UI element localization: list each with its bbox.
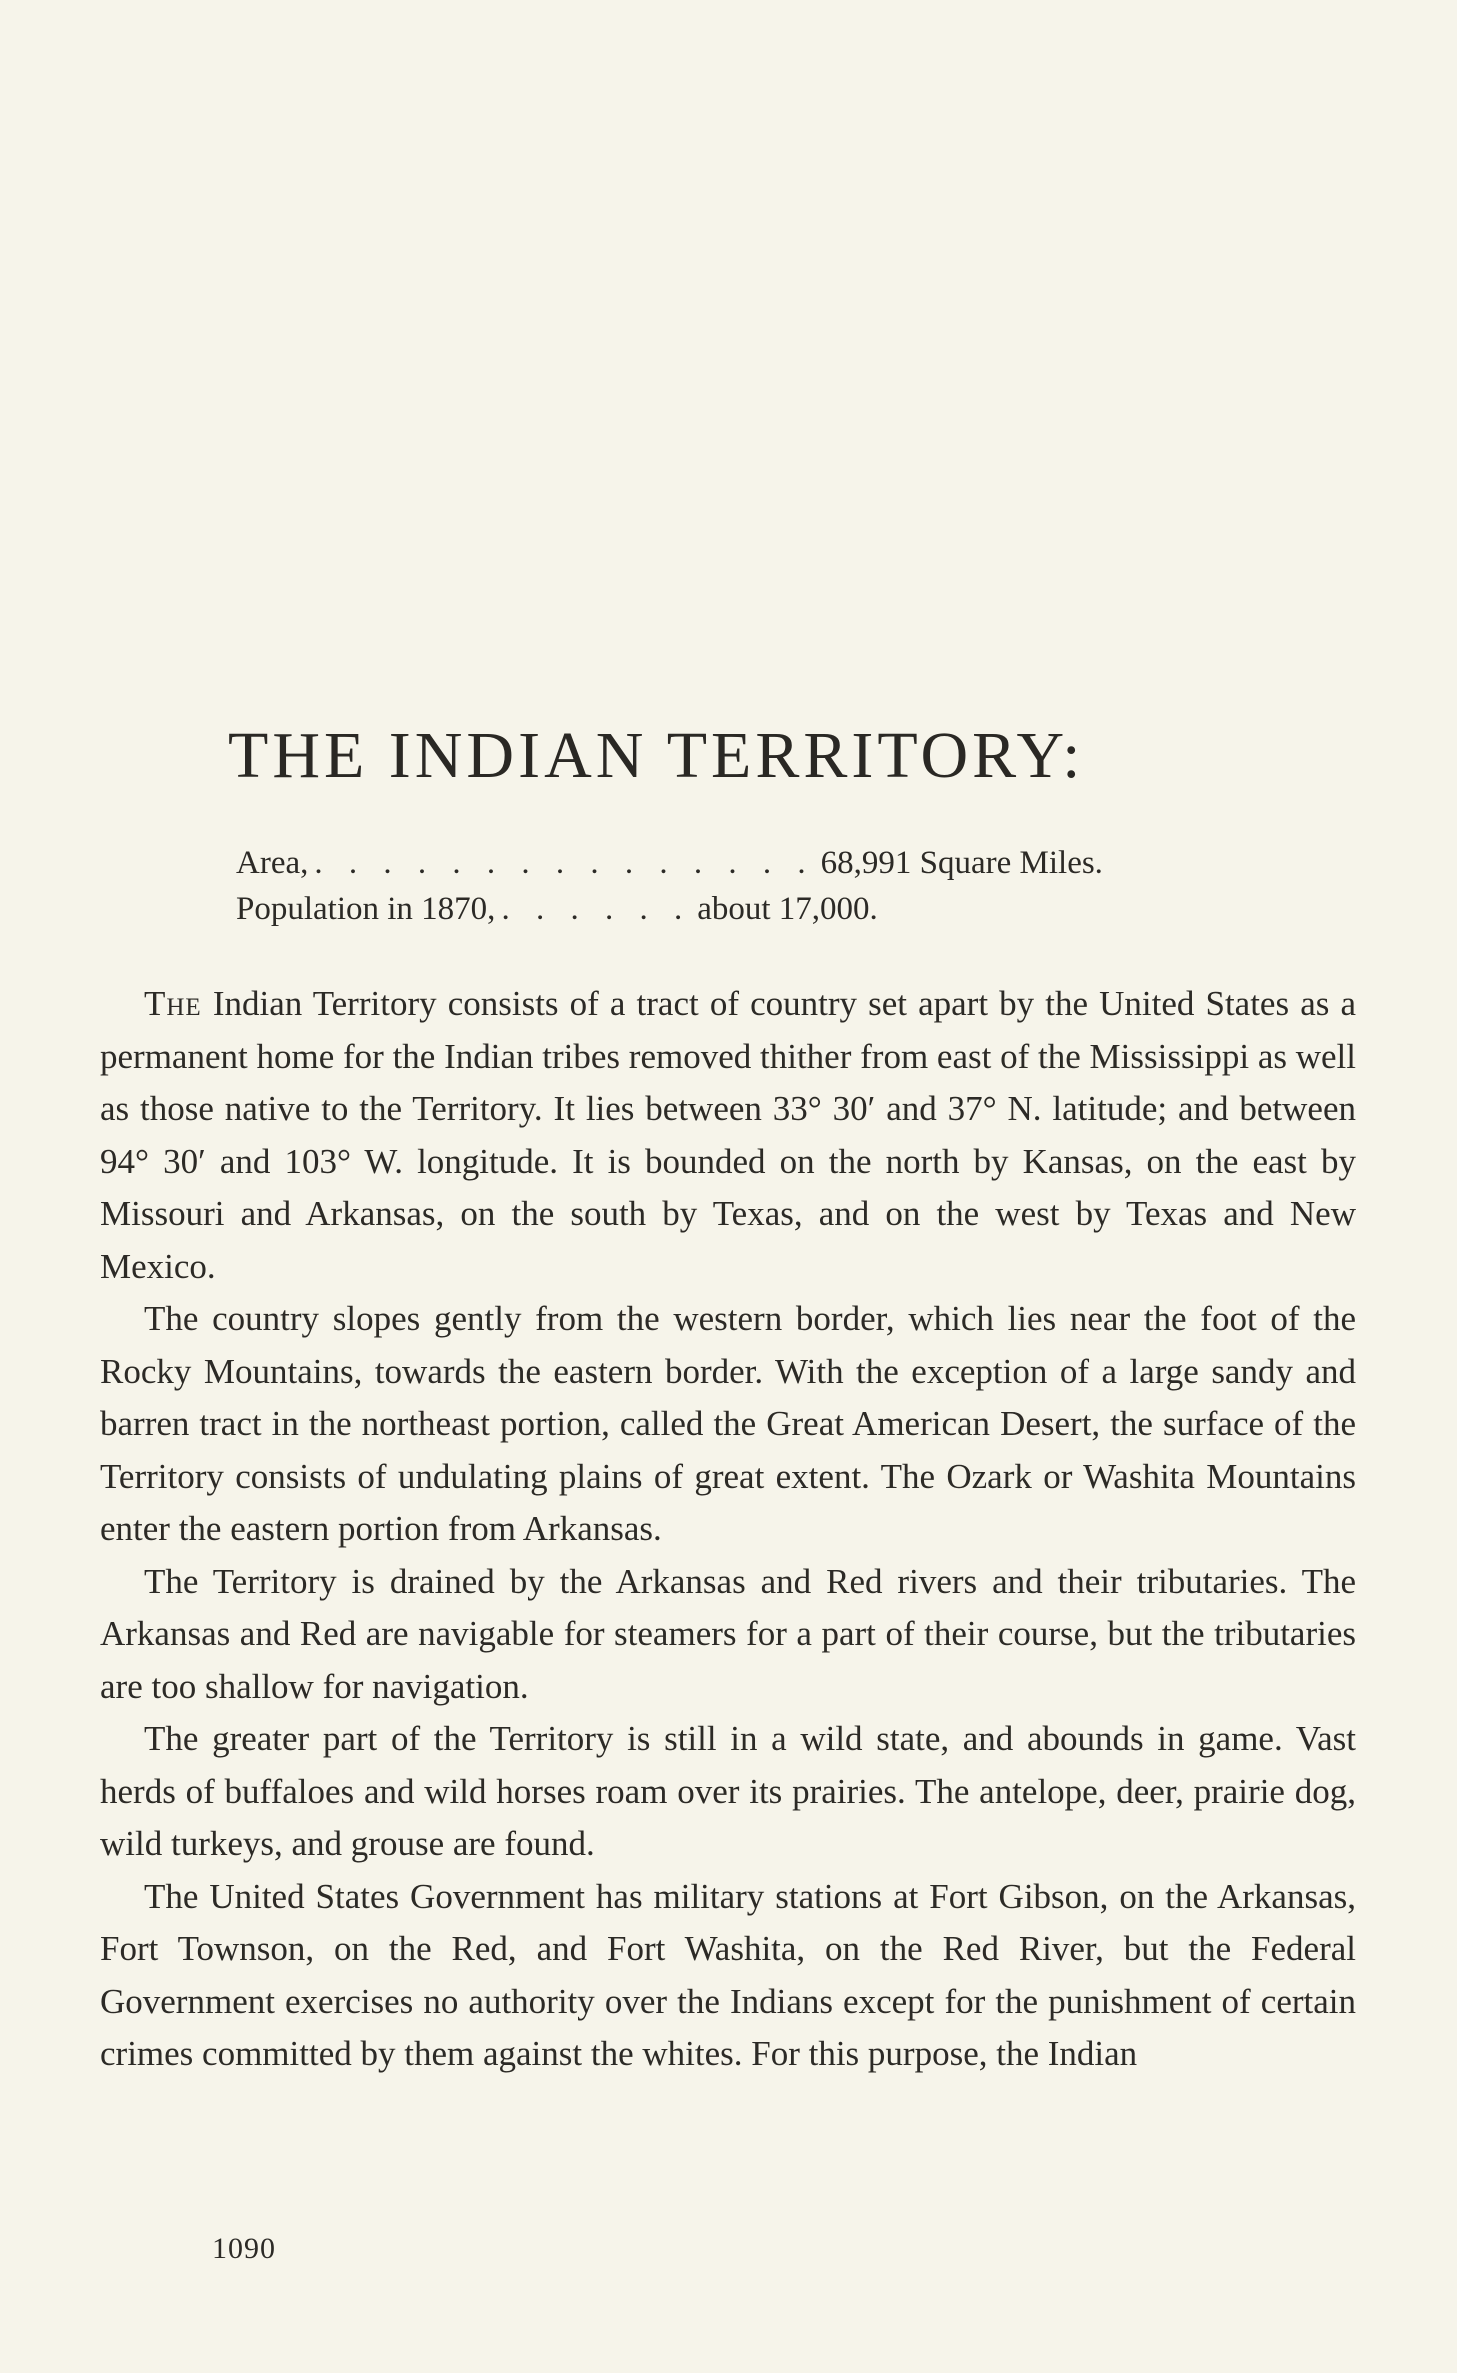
- paragraph-text: The Territory is drained by the Arkansas and Red rivers and their tributaries. The Arkansas and Red are navigable for steamers for a part of their course, but the tributaries are too shallow for navigation.: [100, 1561, 1356, 1706]
- statistics-block: [236, 840, 1296, 932]
- page-number: 1090: [212, 2232, 276, 2265]
- stat-row-area: [236, 840, 1296, 886]
- stat-leader-dots: . . . . . .: [501, 891, 692, 927]
- stat-row-population: [236, 886, 1296, 932]
- stat-leader-dots: . . . . . . . . . . . . . . .: [314, 845, 815, 881]
- paragraph-text: The country slopes gently from the western border, which lies near the foot of the Rocky Mountains, towards the eastern border. With the exception of a large sandy and barren tract in the northeast portion, called the Great American Desert, the surface of the Territory consists of undulating plains of great extent. The Ozark or Washita Mountains enter the eastern portion from Arkansas.: [100, 1299, 1356, 1548]
- stat-value: about 17,000.: [697, 891, 878, 927]
- paragraph: [100, 1556, 1356, 1714]
- paragraph-text: Indian Territory consists of a tract of country set apart by the United States as a permanent home for the Indian tribes removed thither from east of the Mississippi as well as those native to the Territory. It lies between 33° 30′ and 37° N. latitude; and between 94° 30′ and 103° W. longitude. It is bounded on the north by Kansas, on the east by Missouri and Arkansas, on the south by Texas, and on the west by Texas and New Mexico.: [100, 984, 1356, 1286]
- paragraph: [100, 978, 1356, 1293]
- lead-word: The: [144, 984, 202, 1023]
- paragraph-text: The United States Government has military stations at Fort Gibson, on the Arkansas, Fort Townson, on the Red, and Fort Washita, on the Red River, but the Federal Government exercises no authority over the Indians except for the punishment of certain crimes committed by them against the whites. For this purpose, the Indian: [100, 1876, 1356, 2073]
- paragraph: [100, 1871, 1356, 2081]
- paragraph: [100, 1293, 1356, 1556]
- paragraph: [100, 1713, 1356, 1871]
- stat-label: Population in 1870,: [236, 891, 496, 927]
- paragraph-text: The greater part of the Territory is still in a wild state, and abounds in game. Vast herds of buffaloes and wild horses roam over its prairies. The antelope, deer, prairie dog, wild turkeys, and grouse are found.: [100, 1719, 1356, 1863]
- chapter-title: THE INDIAN TERRITORY:: [228, 719, 1085, 792]
- stat-label: Area,: [236, 845, 309, 881]
- body-text: [100, 978, 1356, 2081]
- stat-value: 68,991 Square Miles.: [820, 845, 1103, 881]
